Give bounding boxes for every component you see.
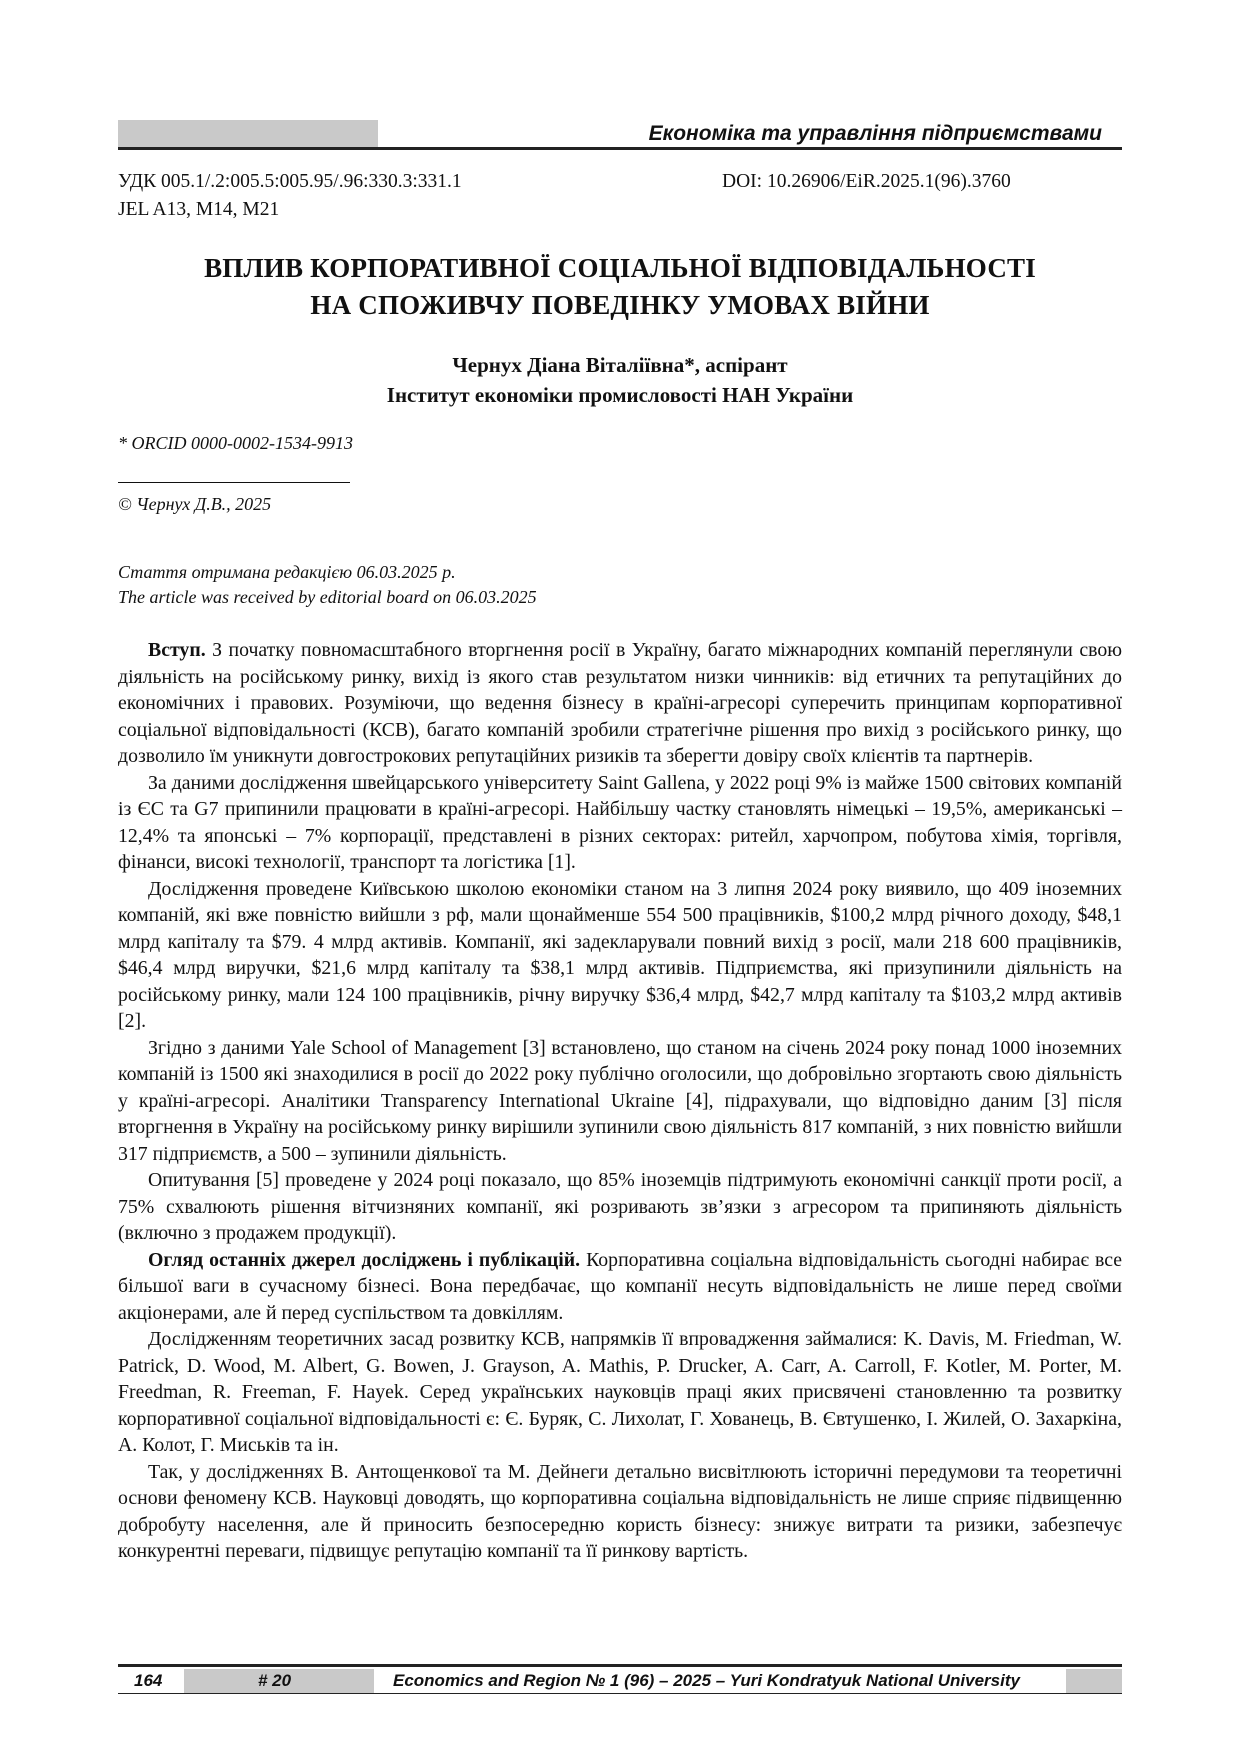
journal-name: Economics and Region № 1 (96) – 2025 – Yuri Kondratyuk National University xyxy=(393,1671,1020,1690)
jel-code: JEL A13, M14, M21 xyxy=(118,199,280,220)
footer-gray-block-right xyxy=(1066,1669,1122,1693)
udc-code: УДК 005.1/.2:005.5:005.95/.96:330.3:331.1 xyxy=(118,171,462,192)
running-footer xyxy=(118,1664,1122,1694)
copyright-note: © Чернух Д.В., 2025 xyxy=(118,494,272,514)
section-title: Економіка та управління підприємствами xyxy=(648,122,1102,145)
doi: DOI: 10.26906/EiR.2025.1(96).3760 xyxy=(722,171,1011,192)
author-affiliation: Інститут економіки промисловості НАН України xyxy=(386,383,854,407)
received-note xyxy=(118,560,537,610)
received-ua: Стаття отримана редакцією 06.03.2025 р. xyxy=(118,562,456,582)
header-rule xyxy=(118,147,1122,150)
orcid-footnote: * ORCID 0000-0002-1534-9913 xyxy=(118,433,353,453)
article-title xyxy=(118,250,1122,324)
paragraph-kse-study: Дослідження проведене Київською школою економіки станом на 3 липня 2024 року виявило, що 409 іноземних компаній, які вже повністю вийшли з рф, мали щонайменше 554 500 працівників, $100,2 млрд річного доходу, $48,1 млрд капіталу та $79. 4 млрд активів. Компанії, які задекларували повний вихід з росії, мали 218 600 працівників, $46,4 млрд виручки, $21,6 млрд капіталу та $38,1 млрд активів. Підприємства, які призупинили діяльність на російському ринку, мали 124 100 працівників, річну виручку $36,4 млрд, $42,7 млрд капіталу та $103,2 млрд активів [2]. xyxy=(118,877,1122,1032)
header-gray-block xyxy=(118,120,378,147)
paragraph-introduction xyxy=(118,637,1122,770)
paragraph-saint-gallena: За даними дослідження швейцарського університету Saint Gallena, у 2022 році 9% із майже 1500 світових компаній із ЄС та G7 припинили працювати в країні-агресорі. Найбільшу частку становлять німецькі – 19,5%, американські – 12,4% та японські – 7% корпорації, представлені в різних секторах: ритейл, харчопром, побутова хімія, торгівля, фінанси, високі технології, транспорт та логістика [1]. xyxy=(118,771,1122,873)
title-line-2: НА СПОЖИВЧУ ПОВЕДІНКУ УМОВАХ ВІЙНИ xyxy=(310,290,930,320)
paragraph-yale-data: Згідно з даними Yale School of Management [3] встановлено, що станом на січень 2024 року понад 1000 іноземних компаній із 1500 які знаходилися в росії до 2022 року публічно оголосили, що добровільно згортають свою діяльність у країні-агресорі. Аналітики Transparency International Ukraine [4], підрахували, що відповідно даним [3] після вторгнення в Україну на російському ринку вирішили зупинили свою діяльність 817 компаній, з них повністю вийшли 317 підприємств, а 500 – зупинили діяльність. xyxy=(118,1036,1122,1165)
running-header xyxy=(118,120,1122,148)
classification-block xyxy=(118,168,462,224)
footnote-rule xyxy=(118,482,350,483)
paragraph-survey: Опитування [5] проведене у 2024 році показало, що 85% іноземців підтримують економічні санкції проти росії, а 75% схвалюють рішення вітчизняних компанії, які розривають зв’язки з агресором та припиняють діяльність (включно з продажем продукції). xyxy=(118,1169,1122,1244)
page-number: 164 xyxy=(134,1671,163,1690)
issue-number: # 20 xyxy=(258,1671,292,1690)
paragraph-text: З початку повномасштабного вторгнення росії в Україну, багато міжнародних компаній переглянули свою діяльність на російському ринку, вихід із якого став результатом низки чинників: від етичних та репутаційних до економічних і правових. Розуміючи, що ведення бізнесу в країні-агресорі суперечить принципам корпоративної соціальної відповідальності (КСВ), багато компаній зробили стратегічне рішення про вихід з російського ринку, що дозволило їм уникнути довгострокових репутаційних ризиків та зберегти довіру своїх клієнтів та партнерів. xyxy=(118,639,1122,767)
author-name: Чернух Діана Віталіївна*, аспірант xyxy=(452,353,788,377)
author-block xyxy=(118,350,1122,410)
footer-bottom-rule xyxy=(118,1693,1122,1694)
introduction-heading: Вступ. xyxy=(148,639,206,661)
paragraph-historical-background: Так, у дослідженнях В. Антощенкової та М. Дейнеги детально висвітлюють історичні передумови та теоретичні основи феномену КСВ. Науковці доводять, що корпоративна соціальна відповідальність не лише сприяє підвищенню добробуту населення, але й приносить безпосередню користь бізнесу: знижує витрати та ризики, забезпечує конкурентні переваги, підвищує репутацію компанії та її ринкову вартість. xyxy=(118,1460,1122,1562)
footer-rule xyxy=(118,1664,1122,1667)
title-line-1: ВПЛИВ КОРПОРАТИВНОЇ СОЦІАЛЬНОЇ ВІДПОВІДАЛЬНОСТІ xyxy=(204,253,1036,283)
paragraph-researchers: Дослідженням теоретичних засад розвитку КСВ, напрямків її впровадження займалися: K. Davis, M. Friedman, W. Patrick, D. Wood, M. Albert, G. Bowen, J. Grayson, A. Mathis, P. Drucker, A. Carr, A. Carroll, F. Kotler, M. Porter, M. Freedman, R. Freeman, F. Hayek. Серед українських науковців праці яких присвячені становленню та розвитку корпоративної соціальної відповідальності є: Є. Буряк, С. Лихолат, Г. Хованець, В. Євтушенко, І. Жилей, О. Захаркіна, А. Колот, Г. Миськів та ін. xyxy=(118,1328,1122,1456)
article-body xyxy=(118,637,1122,1565)
paragraph-literature-review xyxy=(118,1247,1122,1327)
received-en: The article was received by editorial board on 06.03.2025 xyxy=(118,587,537,607)
paragraph-text: Корпоративна соціальна відповідальність сьогодні набирає все більшої ваги в сучасному бізнесі. Вона передбачає, що компанії несуть відповідальність не лише перед своїми акціонерами, але й перед суспільством та довкіллям. xyxy=(118,1248,1122,1324)
literature-review-heading: Огляд останніх джерел досліджень і публікацій. xyxy=(148,1248,581,1271)
